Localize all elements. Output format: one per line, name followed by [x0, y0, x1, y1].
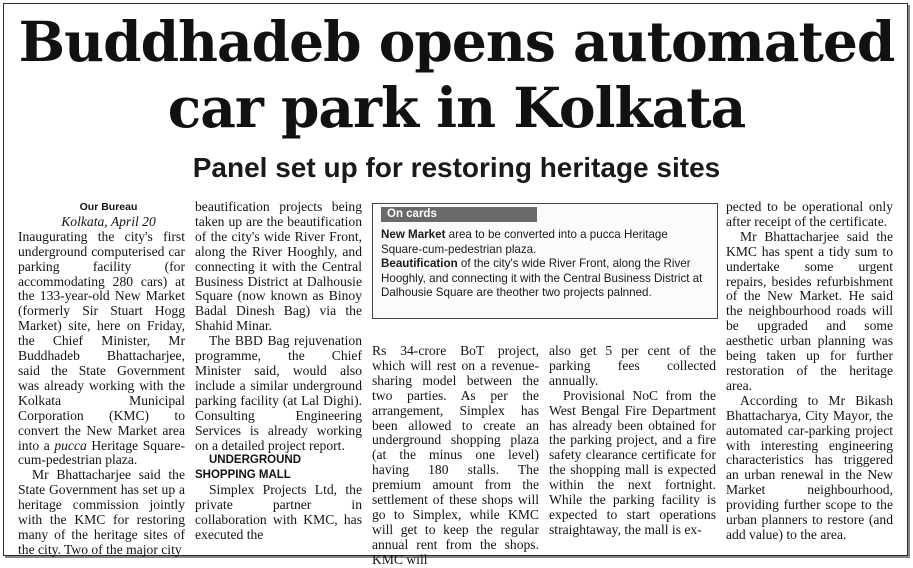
- paragraph: Simplex Projects Ltd, the private partner in collaboration with KMC, has executed the: [195, 482, 362, 543]
- on-cards-box: [372, 203, 718, 319]
- box-item-bold: New Market: [381, 228, 446, 241]
- emphasis-text: pucca: [54, 437, 87, 453]
- paragraph: [18, 230, 185, 469]
- article-column-3: [372, 344, 539, 568]
- article-column-5: [726, 200, 893, 543]
- box-item-text: area to be converted into a pucca Heritage Square-cum-pedestrian plaza.: [381, 228, 668, 256]
- article-column-4: [549, 344, 716, 538]
- paragraph: Rs 34-crore BoT project, which will rest on a revenue-sharing model between the two parties. As per the arrangement, Simplex has been allowed to create an underground shopping plaza (at the minus one level) having 180 stalls. The premium amount from the settlement of these shops will go to Simplex, while KMC will get to keep the regular annual rent from the shops. KMC will: [372, 343, 539, 567]
- headline-line-2: car park in Kolkata: [167, 75, 746, 140]
- paragraph: Mr Bhattacharjee said the State Government has set up a heritage commission jointly with the KMC for restoring many of the heritage sites of the city. Two of the major city: [18, 467, 185, 557]
- paragraph: Provisional NoC from the West Bengal Fire Department has already been obtained for the parking project, and a fire safety clearance certificate for the shopping mall is expected within the next fortnight. While the parking facility is expected to start operations straightaway, the mall is ex-: [549, 387, 716, 537]
- paragraph: beautification projects being taken up are the beautification of the city's wide River Front, along the River Hooghly, and connecting it with the Central Business District at Dalhousie Square (now known as Binoy Badal Dinesh Bag) via the Shahid Minar.: [195, 199, 362, 334]
- box-item: [381, 257, 707, 301]
- paragraph: Mr Bhattacharjee said the KMC has spent a tidy sum to undertake some urgent repairs, besides refurbishment of the New Market. He said the neighbourhood roads will be upgraded and some aesthetic urban planning was being taken up for further restoration of the heritage area.: [726, 228, 893, 393]
- byline: Our Bureau: [79, 201, 138, 213]
- paragraph: The BBD Bag rejuvenation programme, the Chief Minister said, would also include a similar underground parking facility (at Lal Dighi). Consulting Engineering Services is already working on a detailed project report.: [195, 333, 362, 453]
- box-item-text: of the city's wide River Front, along the River Hooghly, and connecting it with the Central Business District at Dalhousie Square are theother two projects palnned.: [381, 257, 703, 300]
- headline-line-1: Buddhadeb opens automated: [18, 9, 895, 74]
- paragraph: pected to be operational only after receipt of the certificate.: [726, 199, 893, 229]
- paragraph: also get 5 per cent of the parking fees collected annually.: [549, 343, 716, 388]
- article-column-2: [195, 200, 362, 543]
- paragraph-text: Heritage Square-cum-pedestrian plaza.: [18, 437, 185, 468]
- box-body: [381, 228, 707, 301]
- paragraph-text: Inaugurating the city's first underground computerised car parking facility (for accommodating 280 cars) at the 133-year-old New Market (formerly Sir Stuart Hogg Market) site, here on Friday, the Chief Minister, Mr Buddhadeb Bhattacharjee, said the State Government was already working with the Kolkata Municipal Corporation (KMC) to convert the New Market area into a: [18, 228, 185, 453]
- article-column-1: [18, 200, 185, 558]
- dateline: Kolkata, April 20: [61, 213, 156, 229]
- box-title: On cards: [381, 207, 537, 222]
- paragraph: According to Mr Bikash Bhattacharya, City Mayor, the automated car-parking project with interesting engineering characteristics has triggered an urban renewal in the New Market neighbourhood, providing further scope to the urban planners to restore (and add value) to the area.: [726, 392, 893, 542]
- box-item-bold: Beautification: [381, 257, 458, 271]
- section-subhead: UNDERGROUND SHOPPING MALL: [195, 454, 301, 482]
- box-item: [381, 228, 707, 257]
- subheadline: Panel set up for restoring heritage sites: [192, 152, 721, 183]
